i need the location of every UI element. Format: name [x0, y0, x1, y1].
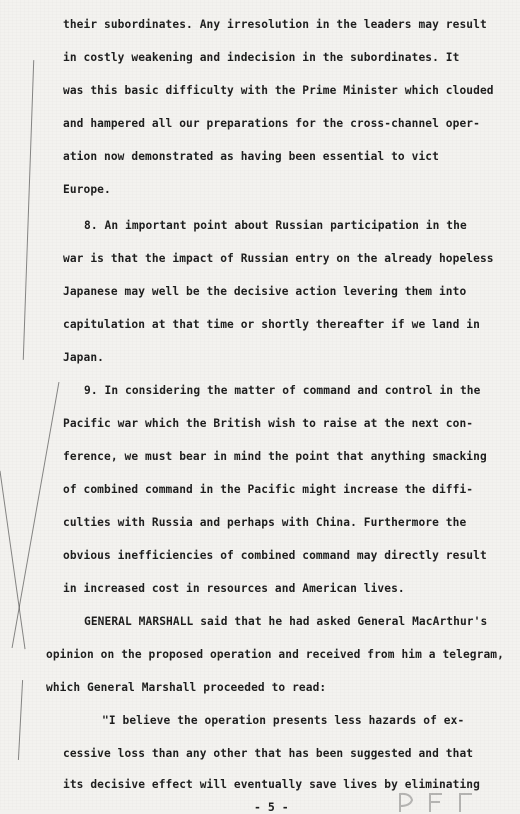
text-line: Europe. [63, 183, 111, 196]
text-line: war is that the impact of Russian entry on the already hopeless [63, 252, 494, 265]
text-line: of combined command in the Pacific might increase the diffi- [63, 483, 474, 496]
quote-line: "I believe the operation presents less hazards of ex- [102, 714, 465, 727]
text-line: capitulation at that time or shortly thereafter if we land in [63, 318, 480, 331]
text-line: Pacific war which the British wish to raise at the next con- [63, 417, 474, 430]
margin-mark [18, 680, 23, 760]
text-line: was this basic difficulty with the Prime Minister which clouded [63, 84, 494, 97]
marshall-paragraph-line: GENERAL MARSHALL said that he had asked General MacArthur's [84, 615, 488, 628]
text-line: their subordinates. Any irresolution in the leaders may result [63, 18, 487, 31]
text-line: obvious inefficiencies of combined command may directly result [63, 549, 487, 562]
text-line: which General Marshall proceeded to read: [46, 681, 327, 694]
quote-line: its decisive effect will eventually save lives by eliminating [63, 778, 480, 791]
page-number: - 5 - [254, 800, 289, 814]
text-line: culties with Russia and perhaps with China. Furthermore the [63, 516, 467, 529]
text-line: opinion on the proposed operation and received from him a telegram, [46, 648, 504, 661]
text-line: Japan. [63, 351, 105, 364]
paragraph-9-line: 9. In considering the matter of command and control in the [84, 384, 481, 397]
stamp-mark [390, 790, 510, 814]
text-line: in costly weakening and indecision in the subordinates. It [63, 51, 460, 64]
text-line: ation now demonstrated as having been essential to vict [63, 150, 439, 163]
text-line: in increased cost in resources and American lives. [63, 582, 405, 595]
text-line: and hampered all our preparations for the cross-channel oper- [63, 117, 480, 130]
text-line: Japanese may well be the decisive action levering them into [63, 285, 467, 298]
text-line: ference, we must bear in mind the point that anything smacking [63, 450, 487, 463]
margin-mark [0, 471, 26, 649]
quote-line: cessive loss than any other that has been suggested and that [63, 747, 474, 760]
margin-mark [23, 60, 34, 360]
paragraph-8-line: 8. An important point about Russian participation in the [84, 219, 467, 232]
